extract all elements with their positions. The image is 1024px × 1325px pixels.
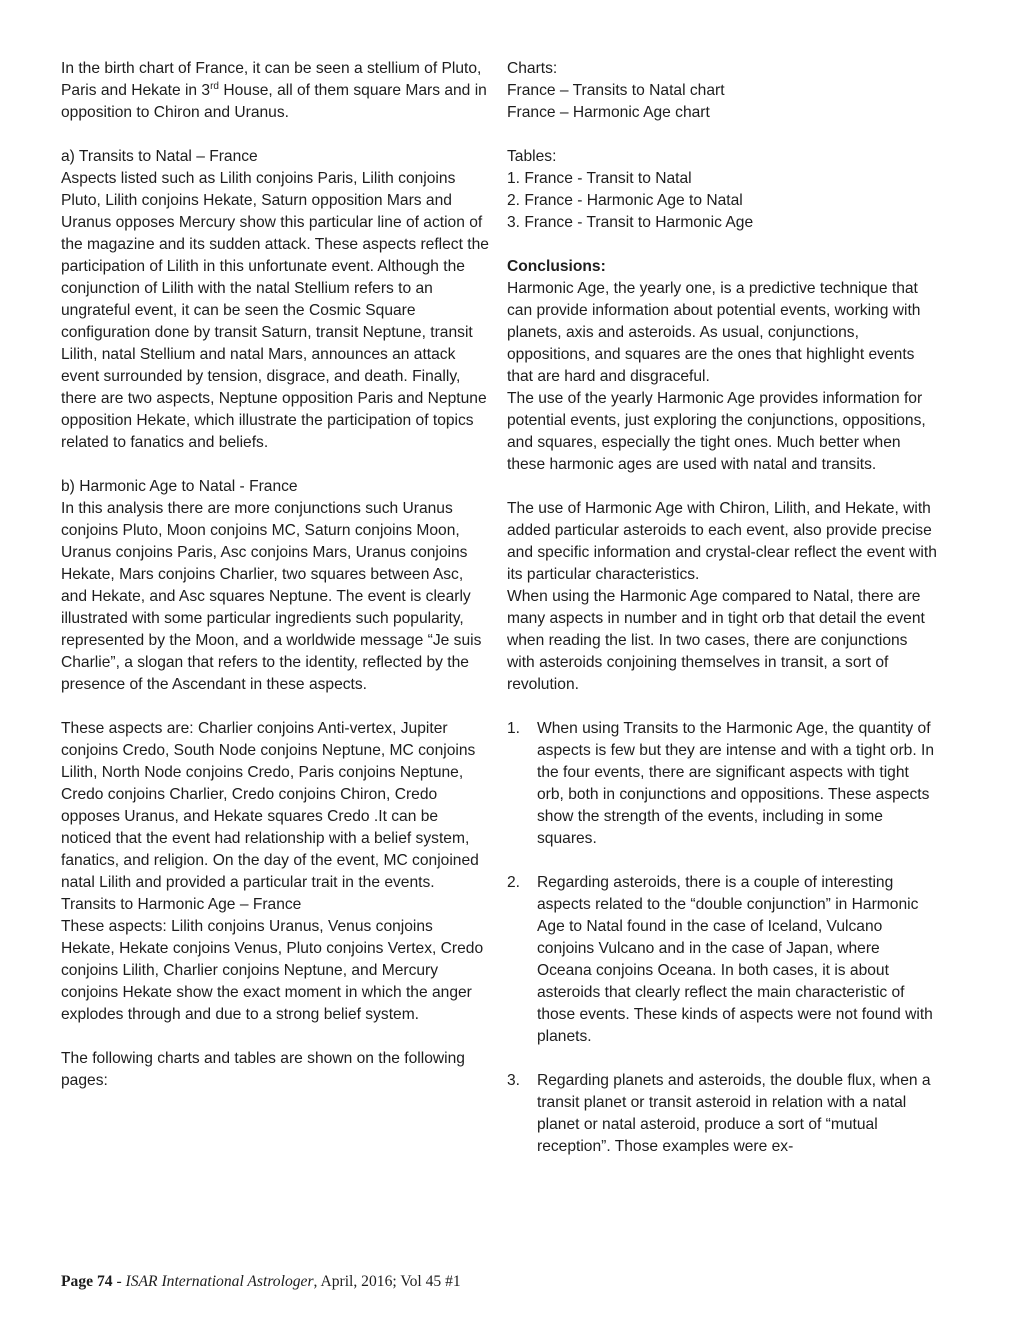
- footer-separator: -: [112, 1273, 126, 1290]
- table-list-item: 2. France - Harmonic Age to Natal: [507, 192, 743, 209]
- page-footer: [61, 1272, 761, 1292]
- section-b-heading: b) Harmonic Age to Natal - France: [61, 478, 298, 495]
- numbered-list-item: [507, 718, 937, 850]
- section-c-body: These aspects: Lilith conjoins Uranus, Venus conjoins Hekate, Hekate conjoins Venus, Pluto conjoins Vertex, Credo conjoins Lilith, Charlier conjoins Neptune, and Mercury conjoins Hekate show the exact moment in which the anger explodes through and due to a strong belief system.: [61, 918, 484, 1023]
- intro-paragraph: [61, 58, 489, 124]
- charts-heading: Charts:: [507, 60, 558, 77]
- chart-list-item: France – Transits to Natal chart: [507, 82, 725, 99]
- list-item-text: When using Transits to the Harmonic Age, the quantity of aspects is few but they are intense and with a tight orb. In the four events, there are significant aspects with tight orb, both in conjunctions and oppositions. These aspects show the strength of the events, including in some squares.: [537, 720, 935, 847]
- table-list-item: 3. France - Transit to Harmonic Age: [507, 214, 754, 231]
- table-list-item: 1. France - Transit to Natal: [507, 170, 692, 187]
- chart-list-item: France – Harmonic Age chart: [507, 104, 710, 121]
- tables-heading: Tables:: [507, 148, 557, 165]
- intro-text-part2: House, all of them square Mars and in opposition to Chiron and Uranus.: [61, 82, 487, 121]
- section-a-body: Aspects listed such as Lilith conjoins Paris, Lilith conjoins Pluto, Lilith conjoins Hekate, Saturn opposition Mars and Uranus opposes Mercury show this particular line of action of the magazine and its sudden attack. These aspects reflect the participation of Lilith in this unfortunate event. Although the conjunction of Lilith with the natal Stellium refers to an ungrateful event, it can be seen the Cosmic Square configuration done by transit Saturn, transit Neptune, transit Lilith, natal Stellium and natal Mars, announces an attack event surrounded by tension, disgrace, and death. Finally, there are two aspects, Neptune opposition Paris and Neptune opposition Hekate, which illustrate the participation of topics related to fanatics and beliefs.: [61, 170, 489, 451]
- section-a-heading: a) Transits to Natal – France: [61, 148, 258, 165]
- list-number: 3.: [507, 1072, 521, 1089]
- list-number: 2.: [507, 874, 521, 891]
- section-c-heading: Transits to Harmonic Age – France: [61, 896, 302, 913]
- issue-info: , April, 2016; Vol 45 #1: [313, 1273, 461, 1290]
- closing-paragraph: The following charts and tables are shown on the following pages:: [61, 1050, 465, 1089]
- right-column: [507, 58, 937, 1158]
- conclusions-paragraph-2: The use of the yearly Harmonic Age provides information for potential events, just exploring the conjunctions, oppositions, and squares, especially the tight ones. Much better when these harmonic ages are used with natal and transits.: [507, 390, 926, 473]
- conclusions-paragraph-3: The use of Harmonic Age with Chiron, Lilith, and Hekate, with added particular asteroids to each event, also provide precise and specific information and crystal-clear reflect the event with its particular characteristics.: [507, 500, 937, 583]
- section-b-body: In this analysis there are more conjunctions such Uranus conjoins Pluto, Moon conjoins MC, Saturn conjoins Moon, Uranus conjoins Paris, Asc conjoins Mars, Uranus conjoins Hekate, Mars conjoins Charlier, two squares between Asc, and Hekate, and Asc squares Neptune. The event is clearly illustrated with some particular ingredients such popularity, represented by the Moon, and a worldwide message “Je suis Charlie”, a slogan that refers to the identity, reflected by the presence of the Ascendant in these aspects.: [61, 500, 482, 693]
- list-item-text: Regarding asteroids, there is a couple of interesting aspects related to the “double conjunction” in Harmonic Age to Natal found in the case of Iceland, Vulcano conjoins Vulcano and in the case of Japan, where Oceana conjoins Oceana. In both cases, it is about asteroids that clearly reflect the main characteristic of those events. These kinds of aspects were not found with planets.: [537, 874, 933, 1045]
- magazine-title: ISAR International Astrologer: [125, 1273, 314, 1290]
- numbered-list-item: [507, 1070, 937, 1158]
- aspects-paragraph: These aspects are: Charlier conjoins Anti-vertex, Jupiter conjoins Credo, South Node conjoins Neptune, MC conjoins Lilith, North Node conjoins Credo, Paris conjoins Neptune, Credo conjoins Charlier, Credo conjoins Chiron, Credo opposes Uranus, and Hekate squares Credo .It can be noticed that the event had relationship with a belief system, fanatics, and religion. On the day of the event, MC conjoined natal Lilith and provided a particular trait in the events.: [61, 720, 479, 891]
- intro-superscript: rd: [210, 81, 219, 92]
- list-item-text: Regarding planets and asteroids, the double flux, when a transit planet or transit asteroid in relation with a natal planet or natal asteroid, produce a sort of “mutual reception”. Those examples were ex-: [537, 1072, 931, 1155]
- conclusions-heading: Conclusions:: [507, 258, 606, 275]
- intro-text-part1: In the birth chart of France, it can be seen a stellium of Pluto, Paris and Hekate in 3: [61, 60, 482, 99]
- numbered-list-item: [507, 872, 937, 1048]
- page-number: Page 74: [61, 1273, 113, 1290]
- conclusions-paragraph-1: Harmonic Age, the yearly one, is a predictive technique that can provide information about potential events, working with planets, axis and asteroids. As usual, conjunctions, oppositions, and squares are the ones that highlight events that are hard and disgraceful.: [507, 280, 921, 385]
- left-column: [61, 58, 489, 1092]
- numbered-list: [507, 718, 937, 1158]
- conclusions-paragraph-4: When using the Harmonic Age compared to Natal, there are many aspects in number and in tight orb that detail the event when reading the list. In two cases, there are conjunctions with asteroids conjoining themselves in transit, a sort of revolution.: [507, 588, 925, 693]
- list-number: 1.: [507, 720, 521, 737]
